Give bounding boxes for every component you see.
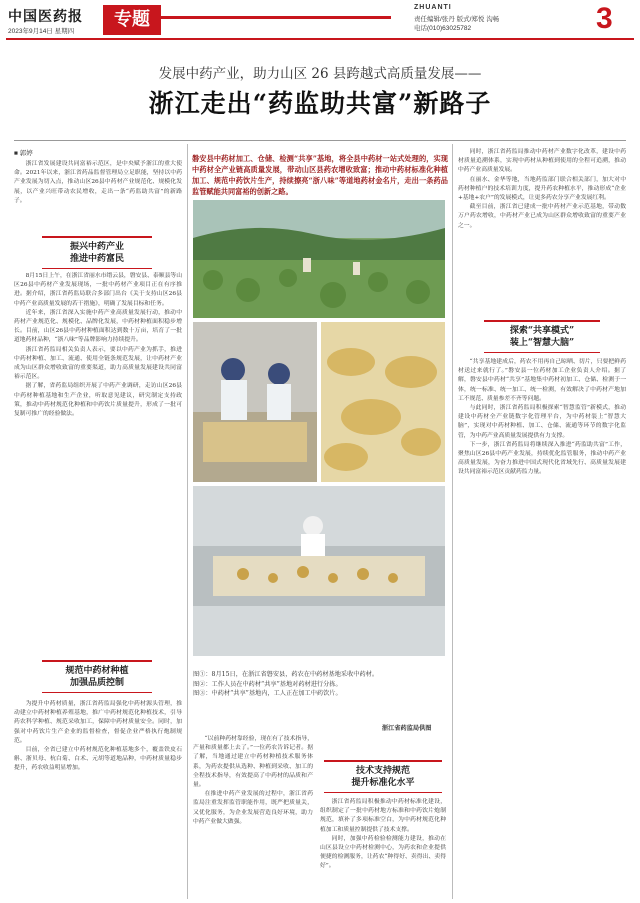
caption-line: 图③：中药材“共享”基地内，工人正在加工中药饮片。 bbox=[193, 690, 342, 697]
column-4b-text bbox=[458, 358, 626, 897]
photo-sorting-herbs bbox=[193, 322, 317, 482]
paragraph: “共享基地建成后，药农不用再自己晾晒、切片，只要把鲜药材送过来就行了。”磐安县一位药材加工企业负责人介绍。据了解，磐安县中药材“共享”基地集中药材初加工、仓储、检测于一体，统一标准、统一加工、统一检测，有效解决了中药材产地加工不规范、质量参差不齐等问题。 bbox=[458, 359, 626, 402]
paragraph: 在丽水、金华等地，当地药监部门联合相关部门，加大对中药材种植户的技术培训力度，提升药农种植水平，推动形成“企业+基地+农户”的发展模式，让更多药农分享产业发展红利。 bbox=[458, 176, 626, 202]
intro-text bbox=[14, 160, 182, 228]
byline: ■ 郭婷 bbox=[14, 150, 33, 157]
subhead-text: 技术支持规范 提升标准化水平 bbox=[351, 766, 415, 788]
subhead-text: 规范中药材种植 加强品质控制 bbox=[65, 666, 129, 688]
masthead bbox=[0, 0, 640, 38]
main-headline: 浙江走出“药监助共富”新路子 bbox=[148, 89, 492, 118]
page-number: 3 bbox=[596, 2, 613, 35]
headline-rule bbox=[14, 140, 626, 141]
paragraph: 浙江省药监局相关负责人表示，要以中药产业为抓手，推进中药材种植、加工、流通、使用全链条规范发展，让中药材产业成为山区群众增收致富的重要渠道，助力高质量发展建设共同富裕示范区。 bbox=[14, 346, 182, 381]
paragraph: 近年来，浙江省深入实施中药产业高质量发展行动，推动中药材产业规范化、规模化、品牌化发展，中药材种植面积稳步增长。目前，山区26县中药材种植面积达到数十万亩，培育了一批道地药材品种，“浙八味”等品牌影响力持续提升。 bbox=[14, 309, 182, 344]
photo-processing-line bbox=[193, 486, 445, 656]
subhead-1 bbox=[42, 236, 152, 269]
paragraph: 目前，全省已建立中药材规范化种植基地多个，覆盖铁皮石斛、浙贝母、杭白菊、白术、元胡等道地品种，中药材质量稳步提升，药农收益明显增加。 bbox=[14, 747, 182, 772]
newspaper-logo: 中国医药报 bbox=[8, 9, 83, 25]
paragraph: “以前种药材靠经验，现在有了技术指导，产量和质量都上去了。”一位药农告诉记者。据了解，当地通过建立中药材种植技术服务体系，为药农提供从选种、种植到采收、加工的全程技术指导，有效提高了中药材的品质和产量。 bbox=[193, 736, 313, 789]
column-1b-text bbox=[14, 700, 182, 896]
paragraph: 为提升中药材质量，浙江省药监局强化中药材源头管理，推动建立中药材种植养殖基地，推广中药材规范化种植技术，引导药农科学种植、规范采收加工，保障中药材质量安全。同时，加强对中药饮片生产企业的监督检查，督促企业严格执行炮制规范。 bbox=[14, 701, 182, 744]
photo-herb-field bbox=[193, 200, 445, 318]
paragraph: 同时，加强中药检验检测能力建设，推动在山区县设立中药材检测中心，为药农和企业提供便捷的检测服务，让药农“种得好、卖得出、卖得好”。 bbox=[320, 835, 446, 870]
subhead-2 bbox=[42, 660, 152, 693]
section-tag: 专题 bbox=[103, 5, 161, 35]
column-4-text bbox=[458, 148, 626, 320]
paragraph: 浙江省药监局积极推动中药材标准化建设，组织制定了一批中药材地方标准和中药饮片炮制规范，填补了多项标准空白，为中药材规范化种植加工和质量控制提供了技术支撑。 bbox=[320, 799, 446, 833]
paragraph: 下一步，浙江省药监局将继续深入推进“药监助共富”工作，聚焦山区26县中药产业发展，持续优化监管服务，推动中药产业高质量发展，为奋力推进中国式现代化省域先行、高质量发展建设共同富裕示范区贡献药监力量。 bbox=[458, 441, 626, 476]
paragraph: 截至目前，浙江省已建成一批中药材产业示范基地，带动数万户药农增收，中药材产业已成为山区群众增收致富的重要产业之一。 bbox=[458, 204, 626, 229]
paragraph: 8月15日上午，在浙江省丽水市缙云县，磐安县、泰顺县等山区26县中药材产业发展现场，一批中药材产业项目正在有序推进。据介绍，浙江省药监局联合多部门出台《关于支持山区26县中药产业高质量发展的若干措施》，明确了发展目标和任务。 bbox=[14, 273, 182, 307]
photo-captions bbox=[193, 670, 445, 699]
issue-date: 2023年9月14日 星期四 bbox=[8, 28, 75, 35]
column-3b-text bbox=[320, 798, 446, 897]
column-2b-text bbox=[193, 735, 313, 897]
caption-line: 图②：工作人员在中药材“共享”基地对药材进行分拣。 bbox=[193, 680, 342, 688]
editor-line: 责任编辑/张丹 版式/郑悦 沟畅 bbox=[414, 16, 500, 23]
photo-herb-drying bbox=[321, 322, 445, 482]
paragraph: 同时，浙江省药监局推动中药材产业数字化改革，建设中药材质量追溯体系，实现中药材从种植到使用的全程可追溯，推动中药产业高质量发展。 bbox=[458, 149, 626, 174]
top-rule bbox=[6, 38, 634, 40]
caption-line: 图①：8月15日，在浙江省磐安县，药农在中药材基地采收中药材。 bbox=[193, 671, 379, 678]
subhead-text: 探索“共享模式” 装上“智慧大脑” bbox=[509, 326, 575, 348]
edition-logo: ZHUANTI bbox=[414, 4, 452, 11]
paragraph: 浙江省发展建设共同富裕示范区，是中央赋予浙江的重大使命。2021年以来，浙江省药品监督管理局立足职能，坚持以中药产业发展为切入点，推动山区26县中药材产业规范化、规模化发展，以产业兴旺带动农民增收，走出一条“药监助共富”的新路子。 bbox=[14, 161, 182, 204]
column-1-text bbox=[14, 272, 182, 654]
editor-info bbox=[414, 15, 499, 33]
photo-credit: 浙江省药监局供图 bbox=[382, 725, 432, 732]
column-divider bbox=[452, 144, 453, 899]
subhead-3 bbox=[324, 760, 442, 793]
column-divider bbox=[187, 144, 188, 899]
phone-line: 电话(010)63025782 bbox=[414, 25, 472, 32]
subhead-4 bbox=[484, 320, 600, 353]
paragraph: 在推进中药产业发展的过程中，浙江省药监局注重发挥监管职能作用，既严把质量关，又优化服务，为企业发展营造良好环境，助力中药产业做大做强。 bbox=[193, 791, 313, 825]
paragraph: 据了解，省药监局组织开展了中药产业调研，走访山区26县中药材种植基地和生产企业，听取意见建议，研究制定支持政策，推动中药材规范化种植和中药饮片质量提升，形成了一批可复制可推广的经验做法。 bbox=[14, 383, 182, 418]
kicker-headline: 发展中药产业，助力山区 26 县跨越式高质量发展—— bbox=[158, 66, 482, 82]
subhead-text: 振兴中药产业 推进中药富民 bbox=[69, 242, 124, 264]
article-lead: 磐安县中药材加工、仓储、检测“共享”基地，将全县中药材一站式处理的，实现中药材全产业链高质量发展，带动山区县药农增收致富；推动中药材标准化种植加工、规范中药饮片生产，持续擦亮“浙八味”等道地药材金名片，走出一条药品监管赋能共同富裕的创新之路。 bbox=[192, 154, 448, 196]
section-bar bbox=[161, 16, 391, 19]
paragraph: 与此同时，浙江省药监局积极探索“智慧监管”新模式，推动建设中药材全产业链数字化管理平台，为中药材装上“智慧大脑”，实现对中药材种植、加工、仓储、流通等环节的数字化监管，为中药产业高质量发展提供有力支撑。 bbox=[458, 405, 626, 439]
